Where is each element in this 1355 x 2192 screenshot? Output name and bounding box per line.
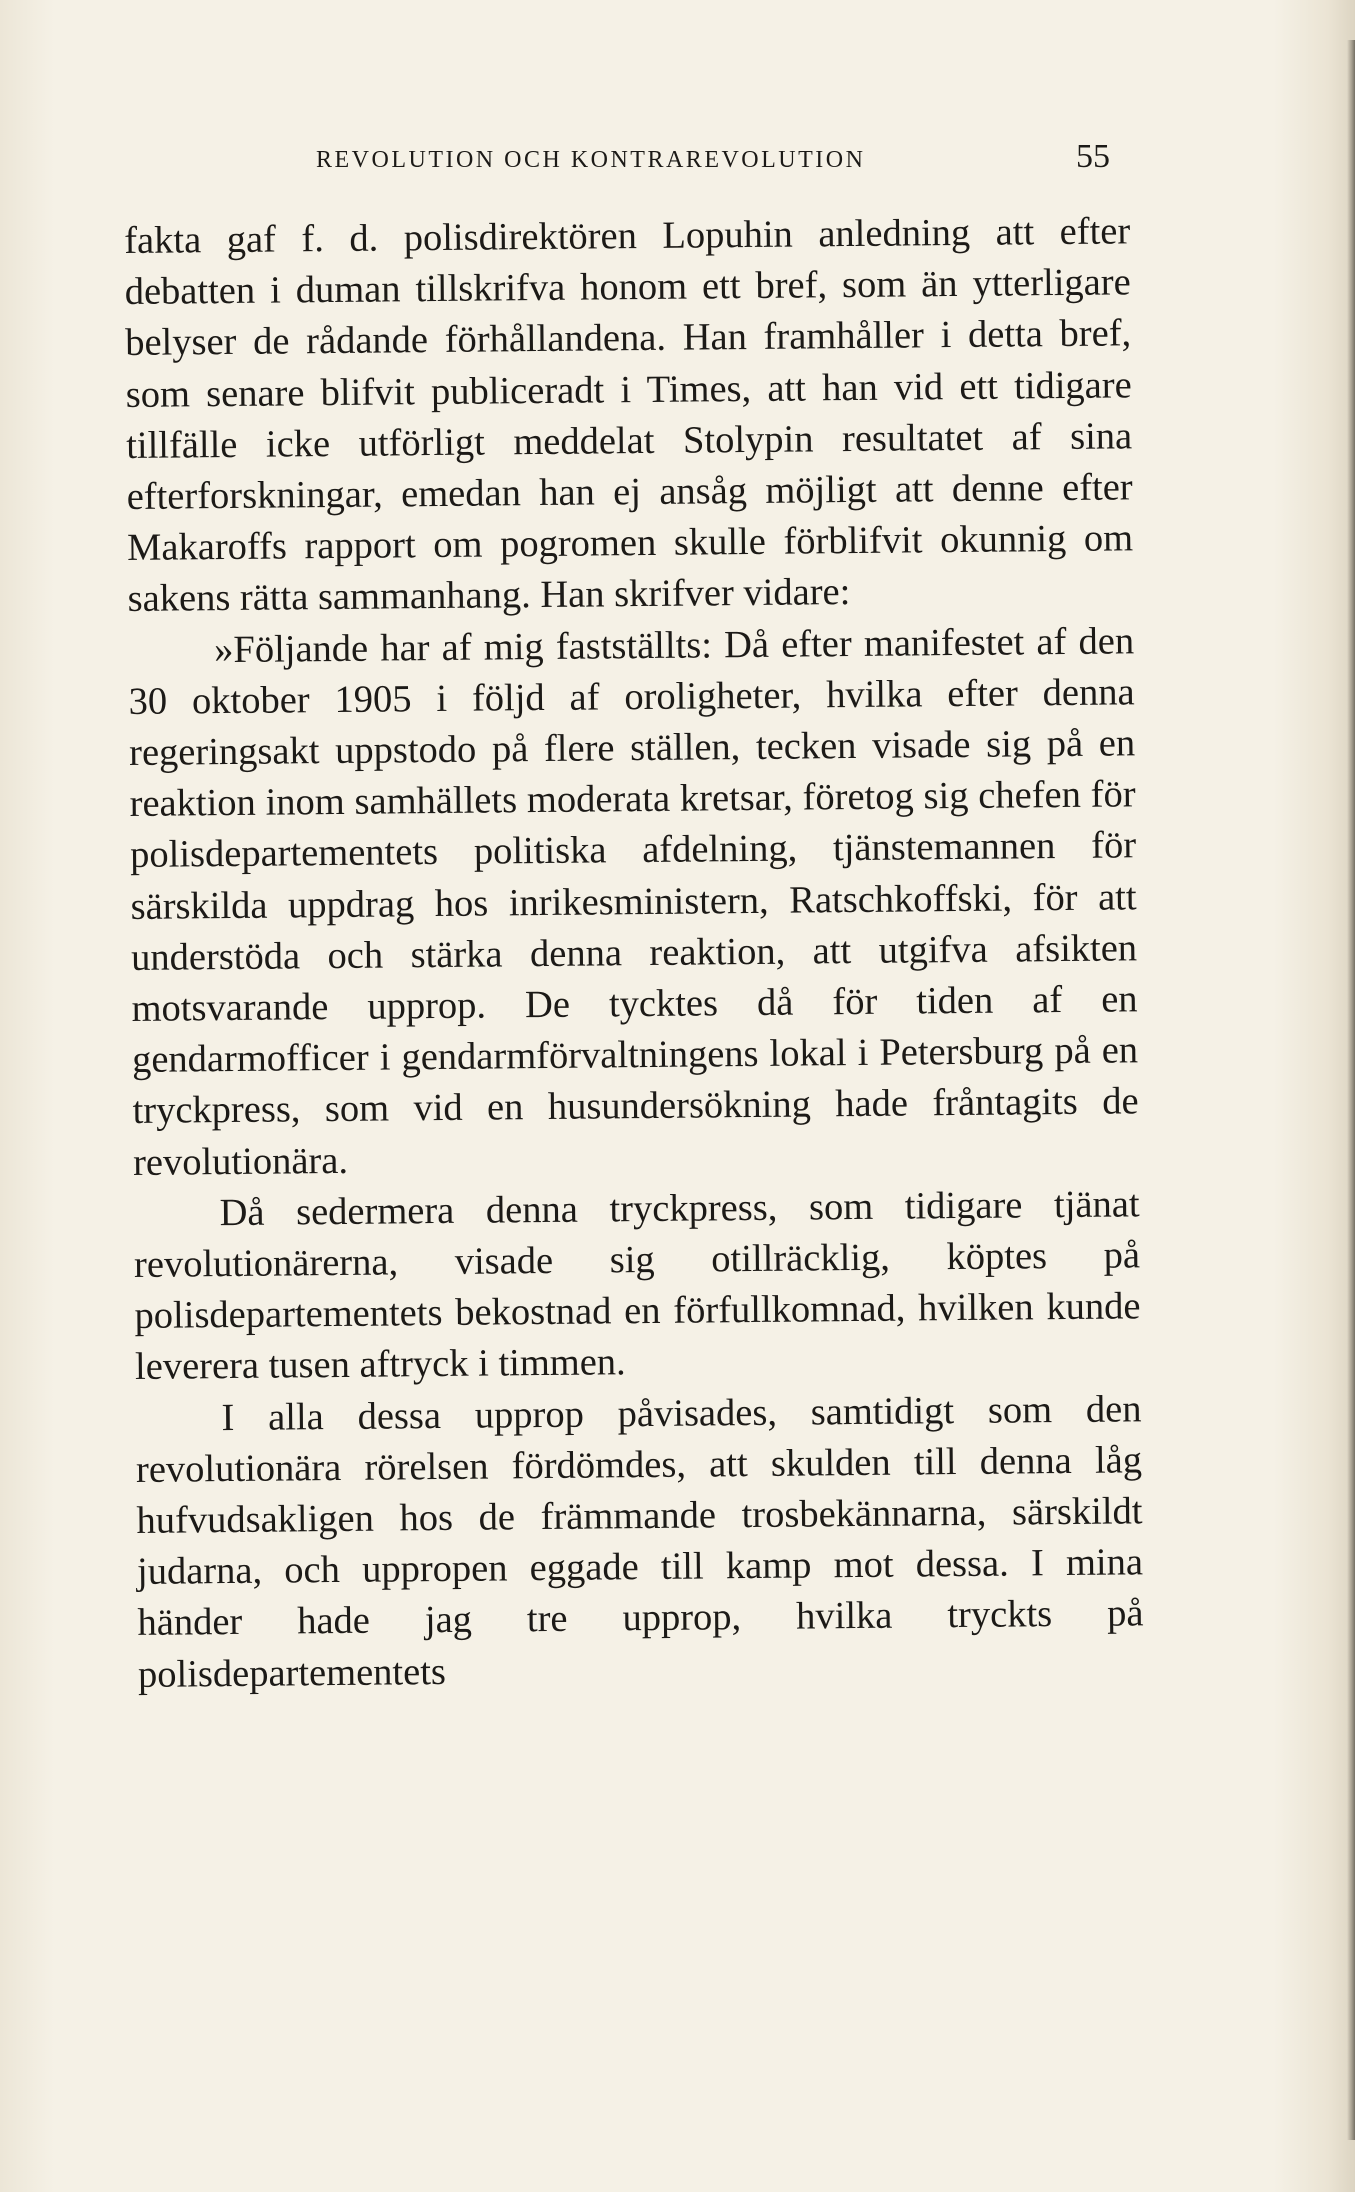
page-edge-shadow: [1347, 40, 1355, 2140]
body-text: [124, 206, 1144, 1700]
page-number: 55: [1076, 138, 1110, 175]
running-header: [316, 144, 1116, 174]
paragraph-1: fakta gaf f. d. polisdirektören Lopuhin anledning att efter debatten i duman tillskrifva honom ett bref, som än ytterligare belyser de rådande förhållandena. Han framhåller i detta bref, som senare blifvit publiceradt i Times, att han vid ett tidigare tillfälle icke utförligt meddelat Stolypin resultatet af sina efterforskningar, emedan han ej ansåg möjligt att denne efter Makaroffs rapport om pogromen skulle förblifvit okunnig om sakens rätta sammanhang. Han skrifver vidare:: [124, 210, 1134, 621]
paragraph-3: Då sedermera denna tryckpress, som tidigare tjänat revolutionärerna, visade sig otillräcklig, köptes på polisdepartementets bekostnad en förfullkomnad, hvilken kunde leverera tusen aftryck i timmen.: [133, 1183, 1141, 1389]
running-title: REVOLUTION OCH KONTRAREVOLUTION: [316, 147, 866, 173]
paragraph-4: I alla dessa upprop påvisades, samtidigt som den revolutionära rörelsen fördömdes, att skulden till denna låg hufvudsakligen hos de främmande trosbekännarna, särskildt judarna, och uppropen eggade till kamp mot dessa. I mina händer hade jag tre upprop, hvilka tryckts på polisdepartementets: [135, 1387, 1144, 1696]
paragraph-2: »Följande har af mig fastställts: Då efter manifestet af den 30 oktober 1905 i följd af oroligheter, hvilka efter denna regeringsakt uppstodo på flere ställen, tecken visade sig på en reaktion inom samhällets moderata kretsar, företog sig chefen för polisdepartementets politiska afdelning, tjänstemannen för särskilda uppdrag hos inrikesministern, Ratschkoffski, för att understöda och stärka denna reaktion, att utgifva afsikten motsvarande upprop. De tycktes då för tiden af en gendarmofficer i gendarmförvaltningens lokal i Petersburg på en tryckpress, som vid en husundersökning hade fråntagits de revolutionära.: [128, 619, 1139, 1184]
